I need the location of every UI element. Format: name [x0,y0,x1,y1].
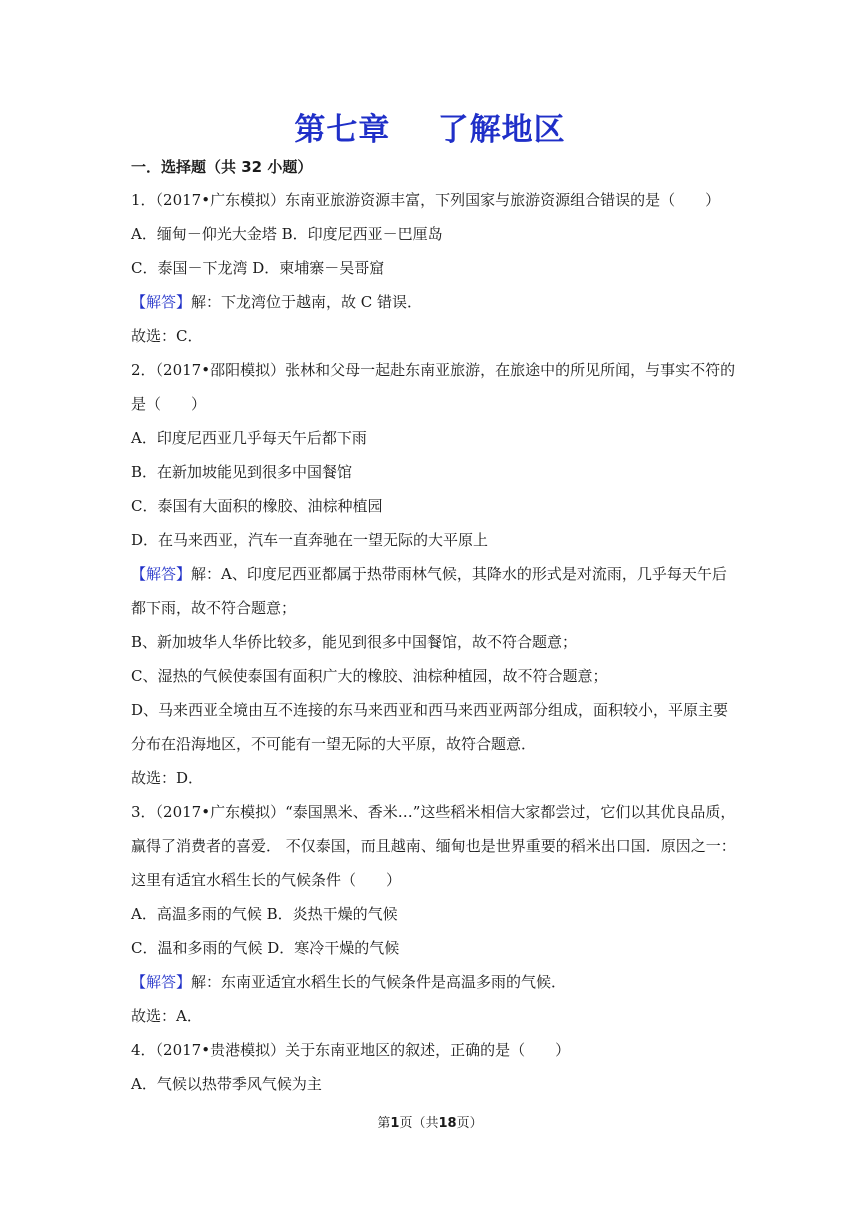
option-line: C．泰国－下龙湾 D．柬埔寨－吴哥窟 [131,259,385,277]
question-stem-line: 2．（2017•邵阳模拟）张林和父母一起赴东南亚旅游，在旅途中的所见所闻，与事实不符的 [131,361,736,379]
answer-text: 解：东南亚适宜水稻生长的气候条件是高温多雨的气候． [191,973,567,991]
footer-text: 页（共 [399,1116,439,1131]
option-line: B．在新加坡能见到很多中国餐馆 [131,463,353,481]
question-stem-line: 这里有适宜水稻生长的气候条件（ ） [131,871,402,889]
answer-text: 解：下龙湾位于越南，故 C 错误． [191,293,423,311]
question-stem-line: 是（ ） [131,395,207,413]
option-line: A．气候以热带季风气候为主 [131,1075,322,1093]
option-line: C．泰国有大面积的橡胶、油棕种植园 [131,497,383,515]
option-line: A．高温多雨的气候 B．炎热干燥的气候 [131,905,398,923]
chapter-title: 第七章 了解地区 [294,112,566,148]
answer-line [131,288,736,322]
question-stem-line: 4．（2017•贵港模拟）关于东南亚地区的叙述，正确的是（ ） [131,1041,571,1059]
answer-tag: 【解答】 [131,565,192,583]
footer-text: 页） [456,1116,483,1131]
question-stem-line: 赢得了消费者的喜爱． 不仅泰国，而且越南、缅甸也是世界重要的稻米出口国．原因之一： [131,837,736,855]
question-4 [131,1036,736,1104]
section-heading: 一．选择题（共 32 小题） [131,158,313,176]
question-stem-line: 1．（2017•广东模拟）东南亚旅游资源丰富，下列国家与旅游资源组合错误的是（ ） [131,191,721,209]
answer-text: 解：A、印度尼西亚都属于热带雨林气候，其降水的形式是对流雨，几乎每天午后 [191,565,727,583]
answer-line: 都下雨，故不符合题意； [131,599,297,617]
option-line: C．温和多雨的气候 D．寒冷干燥的气候 [131,939,400,957]
answer-tag: 【解答】 [131,973,192,991]
page-number: 1 [390,1116,400,1131]
answer-line [131,560,736,594]
choice-line: 故选：A． [131,1007,202,1025]
choice-line: 故选：D． [131,769,204,787]
question-stem-line: 3．（2017•广东模拟）“泰国黑米、香米…”这些稻米相信大家都尝过，它们以其优良品质， [131,803,736,821]
choice-line: 故选：C． [131,327,203,345]
option-line: D．在马来西亚，汽车一直奔驰在一望无际的大平原上 [131,531,489,549]
option-line: A．印度尼西亚几乎每天午后都下雨 [131,429,367,447]
question-1 [131,186,736,356]
answer-line [131,968,736,1002]
question-3 [131,798,736,1036]
page-footer [0,1112,860,1131]
answer-line: B、新加坡华人华侨比较多，能见到很多中国餐馆，故不符合题意； [131,633,578,651]
answer-tag: 【解答】 [131,293,192,311]
answer-line: 分布在沿海地区，不可能有一望无际的大平原，故符合题意． [131,735,537,753]
option-line: A．缅甸－仰光大金塔 B．印度尼西亚－巴厘岛 [131,225,443,243]
answer-line: D、马来西亚全境由互不连接的东马来西亚和西马来西亚两部分组成，面积较小，平原主要 [131,701,729,719]
answer-line: C、湿热的气候使泰国有面积广大的橡胶、油棕种植园，故不符合题意； [131,667,608,685]
footer-text: 第 [377,1116,391,1131]
document-body [131,186,736,1104]
question-2 [131,356,736,798]
page-total: 18 [438,1116,457,1131]
